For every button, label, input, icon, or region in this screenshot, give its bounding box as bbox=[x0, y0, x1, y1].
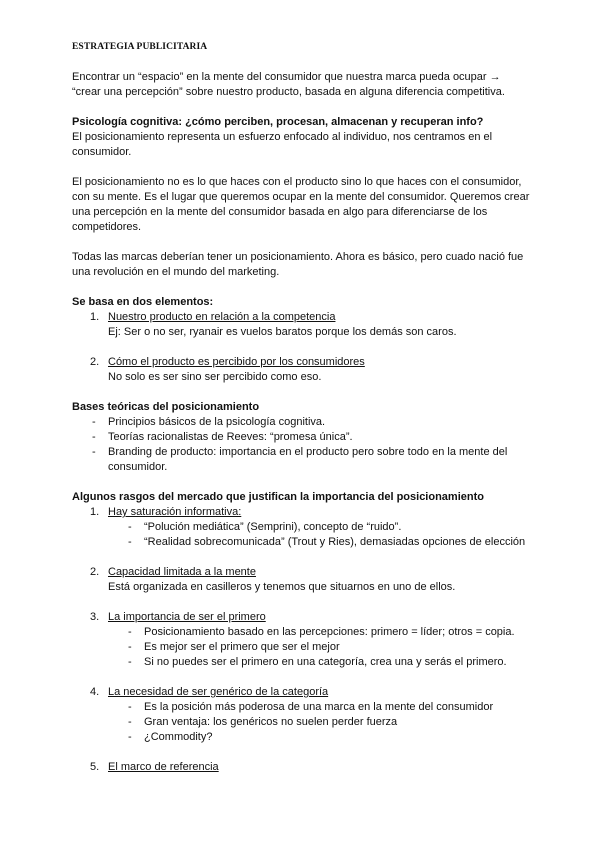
list-item-label: Hay saturación informativa: bbox=[108, 506, 242, 518]
list-item: 4. La necesidad de ser genérico de la categoría - Es la posición más poderosa de una marca en la mente del consumidor - Gran ventaja: los genéricos no suelen perder fuerza - ¿Commodity? bbox=[72, 685, 532, 745]
list-item bbox=[72, 355, 532, 385]
bases-list bbox=[72, 415, 532, 475]
sub-list-item: - Posicionamiento basado en las percepciones: primero = líder; otros = copia. bbox=[128, 626, 515, 638]
elements-list bbox=[72, 310, 532, 385]
list-item-label: El marco de referencia bbox=[108, 761, 219, 773]
list-item-label: La necesidad de ser genérico de la categoría bbox=[108, 686, 329, 698]
section-market-title: Algunos rasgos del mercado que justifican la importancia del posicionamiento bbox=[72, 491, 484, 503]
list-item-label: Nuestro producto en relación a la competencia bbox=[108, 311, 336, 323]
sub-list-item: - Es la posición más poderosa de una marca en la mente del consumidor bbox=[128, 701, 494, 713]
list-number: 2. bbox=[90, 356, 100, 368]
sub-list-item: - “Realidad sobrecomunicada” (Trout y Ries), demasiadas opciones de elección bbox=[128, 536, 526, 548]
list-item-detail: Está organizada en casilleros y tenemos que situarnos en uno de ellos. bbox=[108, 581, 456, 593]
list-item: 5. El marco de referencia bbox=[72, 760, 532, 775]
list-item-label: Capacidad limitada a la mente bbox=[108, 566, 256, 578]
section-cognitive-paragraph-3: Todas las marcas deberían tener un posicionamiento. Ahora es básico, pero cuado nació fue una revolución en el mundo del marketing. bbox=[72, 251, 524, 278]
sub-list-item: - “Polución mediática” (Semprini), concepto de “ruido”. bbox=[128, 521, 402, 533]
list-item: - Teorías racionalistas de Reeves: “promesa única”. bbox=[92, 431, 353, 443]
list-item: - Branding de producto: importancia en el producto pero sobre todo en la mente del consumidor. bbox=[92, 446, 508, 473]
list-item: 2. Capacidad limitada a la mente Está organizada en casilleros y tenemos que situarnos en uno de ellos. bbox=[72, 565, 532, 595]
section-cognitive-paragraph-1: El posicionamiento representa un esfuerzo enfocado al individuo, nos centramos en el consumidor. bbox=[72, 131, 493, 158]
sub-list bbox=[108, 520, 532, 550]
sub-list bbox=[108, 625, 532, 670]
sub-list-item: - Si no puedes ser el primero en una categoría, crea una y serás el primero. bbox=[128, 656, 507, 668]
list-item-label: Cómo el producto es percibido por los consumidores bbox=[108, 356, 365, 368]
list-item-detail: Ej: Ser o no ser, ryanair es vuelos baratos porque los demás son caros. bbox=[108, 326, 457, 338]
section-cognitive-paragraph-2: El posicionamiento no es lo que haces con el producto sino lo que haces con el consumidor, con su mente. Es el lugar que queremos ocupar en la mente del consumidor. Queremos crear una percepción en la mente del consumidor basada en algo para diferenciarse de los competidores. bbox=[72, 176, 530, 233]
list-item-detail: No solo es ser sino ser percibido como eso. bbox=[108, 371, 322, 383]
list-number: 1. bbox=[90, 311, 100, 323]
sub-list-item: - ¿Commodity? bbox=[128, 731, 213, 743]
sub-list-item: - Gran ventaja: los genéricos no suelen perder fuerza bbox=[128, 716, 398, 728]
sub-list bbox=[108, 700, 532, 745]
list-item: 1. Hay saturación informativa: - “Polución mediática” (Semprini), concepto de “ruido”. - “Realidad sobrecomunicada” (Trout y Ries), demasiadas opciones de elección bbox=[72, 505, 532, 550]
list-item: - Principios básicos de la psicología cognitiva. bbox=[92, 416, 326, 428]
section-cognitive-title: Psicología cognitiva: ¿cómo perciben, procesan, almacenan y recuperan info? bbox=[72, 116, 484, 128]
section-bases-title: Bases teóricas del posicionamiento bbox=[72, 401, 260, 413]
document-body bbox=[72, 70, 532, 775]
market-traits-list bbox=[72, 505, 532, 775]
section-elements-title: Se basa en dos elementos: bbox=[72, 296, 214, 308]
document-header: ESTRATEGIA PUBLICITARIA bbox=[72, 42, 208, 52]
list-item bbox=[72, 310, 532, 340]
intro-paragraph: Encontrar un “espacio” en la mente del consumidor que nuestra marca pueda ocupar → “crear una percepción” sobre nuestro producto, basada en alguna diferencia competitiva. bbox=[72, 71, 505, 98]
list-item: 3. La importancia de ser el primero - Posicionamiento basado en las percepciones: primero = líder; otros = copia. - Es mejor ser el primero que ser el mejor - Si no puedes ser el primero en una categoría, crea una y serás el primero. bbox=[72, 610, 532, 670]
list-item-label: La importancia de ser el primero bbox=[108, 611, 266, 623]
sub-list-item: - Es mejor ser el primero que ser el mejor bbox=[128, 641, 340, 653]
